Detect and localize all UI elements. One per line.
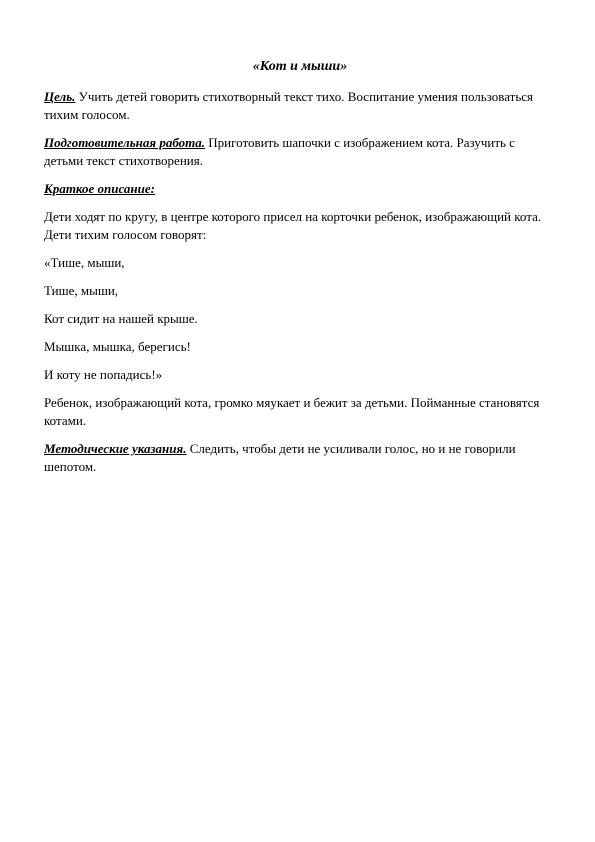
- document-title: «Кот и мыши»: [252, 59, 348, 74]
- poem-line-5: И коту не попадись!»: [44, 367, 163, 382]
- method-paragraph: [44, 440, 556, 476]
- description-paragraph: [44, 180, 556, 198]
- prep-text: Приготовить шапочки с изображением кота. Разучить с детьми текст стихотворения.: [44, 135, 515, 168]
- poem-line-2: Тише, мыши,: [44, 283, 119, 298]
- poem-line-4: Мышка, мышка, берегись!: [44, 339, 191, 354]
- goal-text: Учить детей говорить стихотворный текст тихо. Воспитание умения пользоваться тихим голосом.: [44, 89, 534, 122]
- prep-label: Подготовительная работа.: [44, 135, 206, 150]
- outro-paragraph: Ребенок, изображающий кота, громко мяукает и бежит за детьми. Пойманные становятся котами.: [44, 395, 540, 428]
- intro-paragraph: Дети ходят по кругу, в центре которого присел на корточки ребенок, изображающий кота. Дети тихим голосом говорят:: [44, 209, 542, 242]
- goal-paragraph: [44, 88, 556, 124]
- prep-paragraph: [44, 134, 556, 170]
- poem-line-1: «Тише, мыши,: [44, 255, 125, 270]
- document-page: [44, 58, 556, 486]
- goal-label: Цель.: [44, 89, 76, 104]
- poem-line-3: Кот сидит на нашей крыше.: [44, 311, 198, 326]
- method-label: Методические указания.: [44, 441, 187, 456]
- description-label: Краткое описание:: [44, 181, 155, 196]
- method-text: Следить, чтобы дети не усиливали голос, но и не говорили шепотом.: [44, 441, 516, 474]
